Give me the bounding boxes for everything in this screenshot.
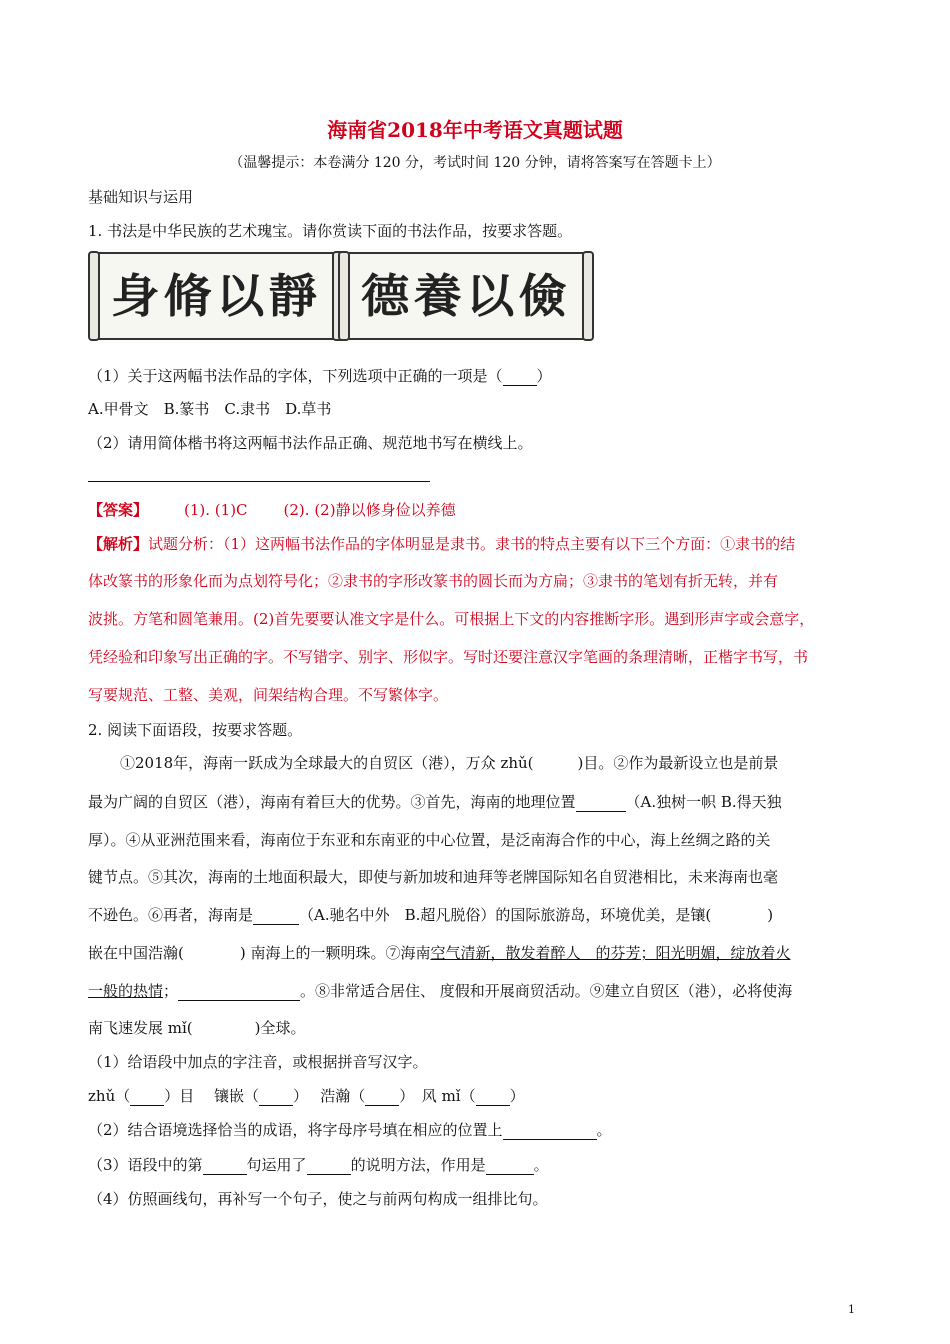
passage-line-6: 嵌在中国浩瀚( ) 南海上的一颗明珠。⑦海南空气清新，散发着醉人 的芬芳；阳光明媚，绽放着火 [88, 944, 791, 962]
calligraphy-scroll-right [342, 252, 590, 340]
analysis-line-2: 体改篆书的形象化而为点划符号化；②隶书的字形改篆书的圆长而为方扁；③隶书的笔划有折无转，并有 [88, 572, 779, 590]
question-1-sub2: （2）请用简体楷书将这两幅书法作品正确、规范地书写在横线上。 [88, 434, 533, 452]
question-1-options: A.甲骨文 B.篆书 C.隶书 D.草书 [88, 400, 332, 418]
page-number: 1 [848, 1303, 855, 1316]
idiom-blank-1[interactable] [576, 795, 626, 812]
analysis-line-4: 凭经验和印象写出正确的字。不写错字、别字、形似字。写时还要注意汉字笔画的条理清晰，正楷字书写，书 [88, 648, 809, 666]
question-2-sub3: （3）语段中的第 句运用了 的说明方法，作用是 。 [88, 1156, 549, 1174]
effect-blank[interactable] [486, 1158, 534, 1175]
question-1-stem: 1. 书法是中华民族的艺术瑰宝。请你赏读下面的书法作品，按要求答题。 [88, 222, 573, 240]
passage-line-7: 一般的热情； 。⑧非常适合居住、 度假和开展商贸活动。⑨建立自贸区（港），必将使海 [88, 982, 793, 1000]
writing-line[interactable] [88, 481, 430, 482]
answer-label: 【答案】 [88, 501, 149, 519]
answer-line [88, 500, 456, 520]
calligraphy-text-left: 身脩以靜 [111, 269, 322, 323]
passage-line-1: ①2018年，海南一跃成为全球最大的自贸区（港），万众 zhǔ( )目。②作为最新设立也是前景 [120, 754, 779, 772]
question-1-sub1: （1）关于这两幅书法作品的字体，下列选项中正确的一项是（ ） [88, 367, 552, 385]
analysis-line-1: 【解析】试题分析：（1）这两幅书法作品的字体明显是隶书。隶书的特点主要有以下三个方面：①隶书的结 [88, 535, 796, 553]
question-2-sub2: （2）结合语境选择恰当的成语，将字母序号填在相应的位置上 。 [88, 1121, 612, 1139]
calligraphy-text-right: 德養以儉 [361, 269, 571, 323]
analysis-label: 【解析】 [88, 535, 149, 553]
answer-part-2: (2). (2)静以修身俭以养德 [283, 501, 456, 519]
idiom-answer-blank[interactable] [503, 1123, 597, 1140]
passage-line-2: 最为广阔的自贸区（港），海南有着巨大的优势。③首先，海南的地理位置 （A.独树一帜 B.得天独 [88, 793, 782, 811]
analysis-line-3: 波挑。方笔和圆笔兼用。(2)首先要要认准文字是什么。可根据上下文的内容推断字形。遇到形声字或会意字， [88, 610, 815, 628]
passage-line-8: 南飞速发展 mǐ( )全球。 [88, 1019, 306, 1037]
question-2-sub1-blanks: zhǔ（ ）目 镶嵌（ ） 浩瀚（ ） 风 mǐ（ ） [88, 1087, 525, 1105]
page-title: 海南省2018年中考语文真题试题 [327, 118, 623, 142]
passage-line-5: 不逊色。⑥再者，海南是 （A.驰名中外 B.超凡脱俗）的国际旅游岛，环境优美，是镶( ) [88, 906, 774, 924]
calligraphy-scroll-left [92, 252, 340, 340]
passage-line-4: 键节点。⑤其次，海南的土地面积最大，即使与新加坡和迪拜等老牌国际知名自贸港相比，未来海南也毫 [88, 868, 779, 886]
question-2-sub4: （4）仿照画线句，再补写一个句子，使之与前两句构成一组排比句。 [88, 1190, 548, 1208]
analysis-line-5: 写要规范、工整、美观，间架结构合理。不写繁体字。 [88, 686, 449, 704]
calligraphy-image [88, 252, 588, 340]
pinyin-blank-1[interactable] [130, 1089, 164, 1106]
pinyin-blank-4[interactable] [476, 1089, 510, 1106]
sentence-number-blank[interactable] [203, 1158, 247, 1175]
idiom-blank-2[interactable] [253, 908, 299, 925]
underlined-sentence: 空气清新，散发着醉人 的芬芳；阳光明媚，绽放着火 [430, 944, 791, 962]
answer-blank[interactable] [503, 369, 537, 386]
pinyin-blank-3[interactable] [365, 1089, 399, 1106]
imitation-blank[interactable] [178, 984, 300, 1001]
passage-line-3: 厚）。④从亚洲范围来看，海南位于东亚和东南亚的中心位置，是泛南海合作的中心，海上丝绸之路的关 [88, 831, 771, 849]
answer-part-1: (1). (1)C [184, 501, 248, 519]
method-blank[interactable] [307, 1158, 351, 1175]
question-2-stem: 2. 阅读下面语段，按要求答题。 [88, 721, 303, 739]
exam-note: （温馨提示：本卷满分 120 分，考试时间 120 分钟，请将答案写在答题卡上） [229, 155, 721, 171]
question-2-sub1: （1）给语段中加点的字注音，或根据拼音写汉字。 [88, 1053, 428, 1071]
section-heading: 基础知识与运用 [88, 188, 194, 206]
pinyin-blank-2[interactable] [259, 1089, 293, 1106]
